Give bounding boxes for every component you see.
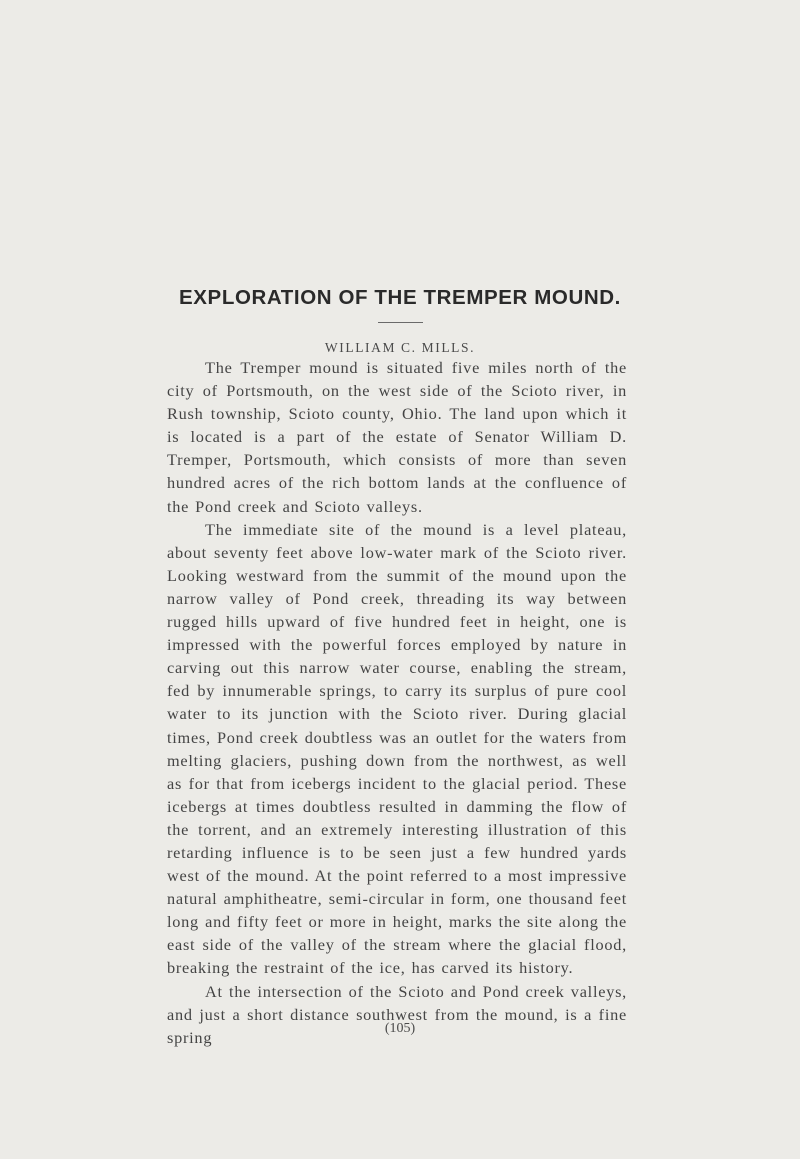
article-body — [167, 356, 627, 1049]
title-divider — [378, 322, 423, 323]
paragraph-3: At the intersection of the Scioto and Pond creek valleys, and just a short distance southwest from the mound, is a fine spring — [167, 981, 627, 1047]
page-number: (105) — [384, 1021, 416, 1036]
paragraph-1: The Tremper mound is situated five miles north of the city of Portsmouth, on the west side of the Scioto river, in Rush township, Scioto county, Ohio. The land upon which it is located is a part of the estate of Senator William D. Tremper, Portsmouth, which consists of more than seven hundred acres of the rich bottom lands at the confluence of the Pond creek and Scioto valleys. — [167, 358, 627, 516]
paragraph-2: The immediate site of the mound is a level plateau, about seventy feet above low-water mark of the Scioto river. Looking westward from the summit of the mound upon the narrow valley of Pond creek, threading its way between rugged hills upward of five hundred feet in height, one is impressed with the powerful forces employed by nature in carving out this narrow water course, enabling the stream, fed by innumerable springs, to carry its surplus of pure cool water to its junction with the Scioto river. During glacial times, Pond creek doubtless was an outlet for the waters from melting glaciers, pushing down from the northwest, as well as for that from icebergs incident to the glacial period. These icebergs at times doubtless resulted in damming the flow of the torrent, and an extremely interesting illustration of this retarding influence is to be seen just a few hundred yards west of the mound. At the point referred to a most impressive natural amphitheatre, semi-circular in form, one thousand feet long and fifty feet or more in height, marks the site along the east side of the valley of the stream where the glacial flood, breaking the restraint of the ice, has carved its history. — [167, 519, 627, 978]
author-byline: WILLIAM C. MILLS. — [324, 340, 476, 355]
article-title: EXPLORATION OF THE TREMPER MOUND. — [179, 286, 621, 309]
